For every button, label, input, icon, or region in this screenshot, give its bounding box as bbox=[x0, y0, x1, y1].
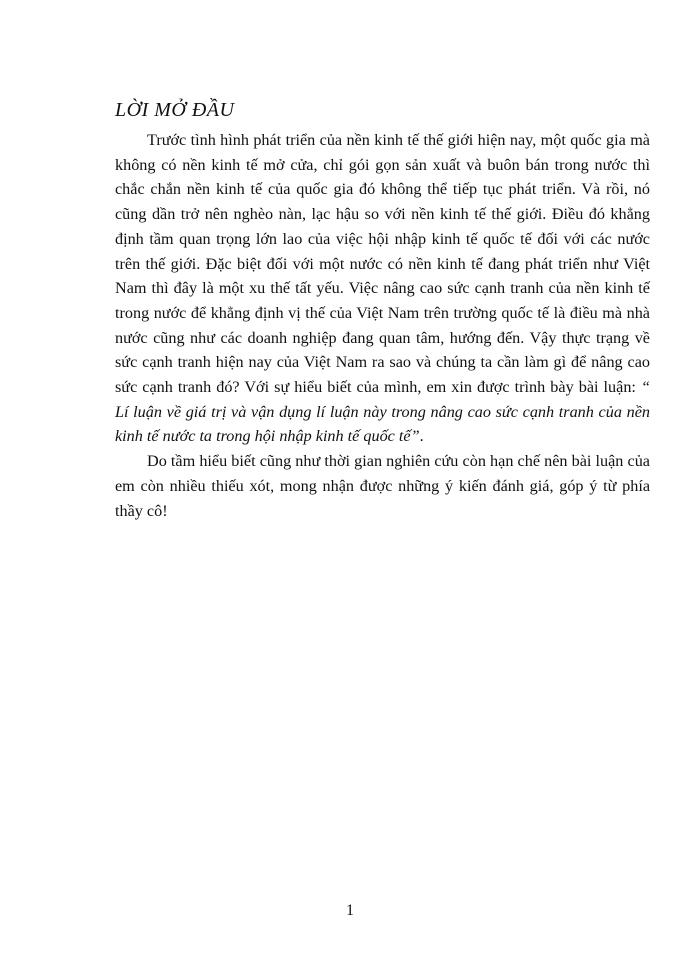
document-body bbox=[115, 128, 650, 523]
paragraph-end-punctuation: . bbox=[419, 427, 424, 446]
essay-title-quote: “ Lí luận về giá trị và vận dụng lí luận này trong nâng cao sức cạnh tranh của nền kinh tế nước ta trong hội nhập kinh tế quốc tế” bbox=[115, 378, 650, 446]
paragraph-text: Trước tình hình phát triển của nền kinh tế thế giới hiện nay, một quốc gia mà không có nền kinh tế mở cửa, chỉ gói gọn sản xuất và buôn bán trong nước thì chắc chắn nền kinh tế của quốc gia đó không thể tiếp tục phát triển. Và rồi, nó cũng dần trở nên nghèo nàn, lạc hậu so với nền kinh tế thế giới. Điều đó khẳng định tầm quan trọng lớn lao của việc hội nhập kinh tế quốc tế đối với các nước trên thế giới. Đặc biệt đối với một nước có nền kinh tế đang phát triển như Việt Nam thì đây là một xu thế tất yếu. Việc nâng cao sức cạnh tranh của nền kinh tế trong nước để khẳng định vị thế của Việt Nam trên trường quốc tế là điều mà nhà nước cũng như các doanh nghiệp đang quan tâm, hướng đến. Vậy thực trạng về sức cạnh tranh hiện nay của Việt Nam ra sao và chúng ta cần làm gì để nâng cao sức cạnh tranh đó? Với sự hiểu biết của mình, em xin được trình bày bài luận: bbox=[115, 131, 650, 397]
page-number: 1 bbox=[346, 902, 354, 919]
paragraph-introduction bbox=[115, 128, 650, 449]
paragraph-closing: Do tầm hiểu biết cũng như thời gian nghiên cứu còn hạn chế nên bài luận của em còn nhiều thiếu xót, mong nhận được những ý kiến đánh giá, góp ý từ phía thầy cô! bbox=[115, 452, 650, 520]
page-title: LỜI MỞ ĐẦU bbox=[115, 99, 235, 121]
